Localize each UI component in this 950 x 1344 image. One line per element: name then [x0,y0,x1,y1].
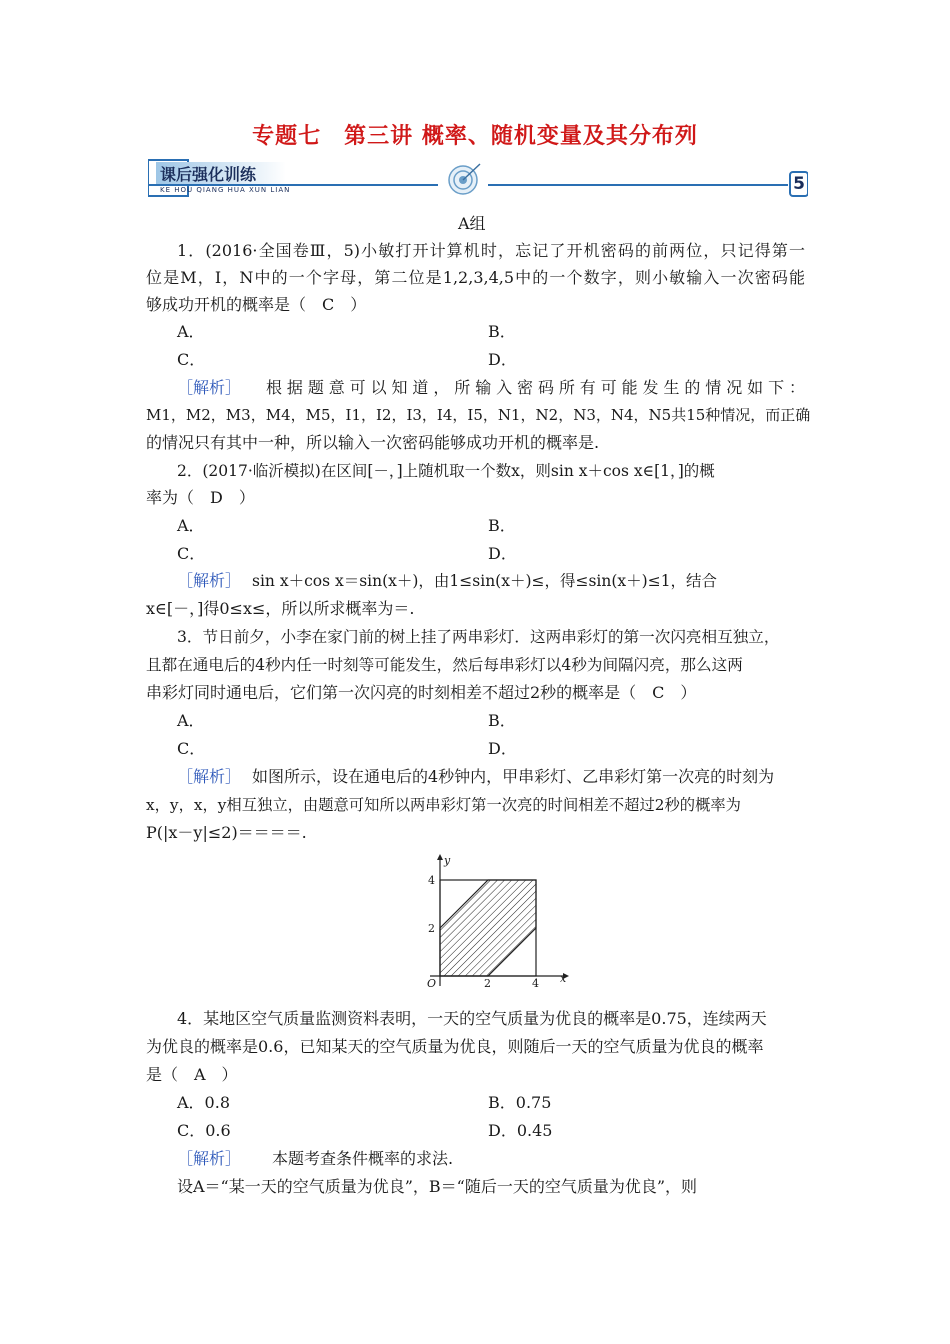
q3-solution-line-3: P(|x－y|≤2)＝＝＝＝. [146,823,307,842]
q2-line-1: 2．(2017·临沂模拟)在区间[－，]上随机取一个数x，则sin x＋cos x∈[1，]的概 [177,462,715,480]
q1-line-1: 1．(2016·全国卷Ⅲ，5)小敏打开计算机时，忘记了开机密码的前两位，只记得第一 [177,241,805,260]
q4-option-d: D．0.45 [488,1121,553,1140]
fig-y-tick-4: 4 [428,874,435,887]
banner-pinyin: KE HOU QIANG HUA XUN LIAN [160,186,291,194]
fig-y-label: y [444,854,451,867]
q4-line-1: 4．某地区空气质量监测资料表明，一天的空气质量为优良的概率是0.75，连续两天 [177,1009,767,1028]
q3-solution-tag: ［解析］ [177,767,242,786]
q4-option-b: B．0.75 [488,1093,552,1112]
shaded-region [440,880,536,976]
q3-solution-line-1: 如图所示，设在通电后的4秒钟内，甲串彩灯、乙串彩灯第一次亮的时刻为 [252,767,775,786]
q2-option-c: C． [177,544,206,563]
q2-option-a: A． [177,516,205,535]
q4-solution-line-2: 设A＝“某一天的空气质量为优良”，B＝“随后一天的空气质量为优良”，则 [177,1177,698,1196]
banner-badge: 5 [793,174,805,194]
q4-solution-tag: ［解析］ [177,1149,242,1168]
q4-option-c: C．0.6 [177,1121,231,1140]
q3-line-1: 3．节日前夕，小李在家门前的树上挂了两串彩灯．这两串彩灯的第一次闪亮相互独立， [177,628,780,646]
q2-solution-line-2: x∈[－，]得0≤x≤，所以所求概率为＝. [146,599,415,618]
fig-x-tick-4: 4 [532,977,539,990]
q1-solution-line-1: 根据题意可以知道，所输入密码所有可能发生的情况如下： [266,378,805,397]
q1-option-a: A． [177,322,205,341]
q4-line-2: 为优良的概率是0.6，已知某天的空气质量为优良，则随后一天的空气质量为优良的概率 [146,1037,764,1056]
q2-option-b: B． [488,516,516,535]
q1-line-2: 位是M，I，N中的一个字母，第二位是1,2,3,4,5中的一个数字，则小敏输入一次密码能 [146,268,805,287]
q1-option-c: C． [177,350,206,369]
q3-option-d: D． [488,739,517,758]
q4-option-a: A．0.8 [177,1093,231,1112]
q3-solution-line-2: x，y，x，y相互独立，由题意可知所以两串彩灯第一次亮的时间相差不超过2秒的概率为 [146,796,741,814]
q1-solution-line-2: M1，M2，M3，M4，M5，I1，I2，I3，I4，I5，N1，N2，N3，N4，N5共15种情况，而正确 [146,406,811,424]
page-title: 专题七 第三讲 概率、随机变量及其分布列 [252,124,698,149]
target-icon [449,164,480,194]
fig-x-tick-2: 2 [484,977,491,990]
fig-y-tick-2: 2 [428,922,435,935]
q2-solution-tag: ［解析］ [177,571,242,590]
q2-solution-line-1: sin x＋cos x＝sin(x＋)，由1≤sin(x＋)≤，得≤sin(x＋)≤1，结合 [252,572,718,590]
banner-label: 课后强化训练 [160,165,257,184]
fig-origin: O [427,977,437,990]
q2-line-2: 率为（ D ） [146,488,255,507]
fig-x-label: x [560,972,567,985]
q3-option-a: A． [177,711,205,730]
q1-option-b: B． [488,322,516,341]
group-label: A组 [458,214,486,233]
q1-solution-line-3: 的情况只有其中一种，所以输入一次密码能够成功开机的概率是. [146,433,600,452]
q3-option-c: C． [177,739,206,758]
q1-solution-tag: ［解析］ [177,378,242,397]
q3-line-3: 串彩灯同时通电后，它们第一次闪亮的时刻相差不超过2秒的概率是（ C ） [146,683,697,702]
q3-option-b: B． [488,711,516,730]
q4-line-3: 是（ A ） [146,1065,238,1084]
q4-solution-line-1: 本题考查条件概率的求法. [272,1149,454,1168]
q1-line-3: 够成功开机的概率是（ C ） [146,295,367,314]
q1-option-d: D． [488,350,517,369]
q2-option-d: D． [488,544,517,563]
q3-line-2: 且都在通电后的4秒内任一时刻等可能发生，然后每串彩灯以4秒为间隔闪亮，那么这两 [146,656,743,674]
